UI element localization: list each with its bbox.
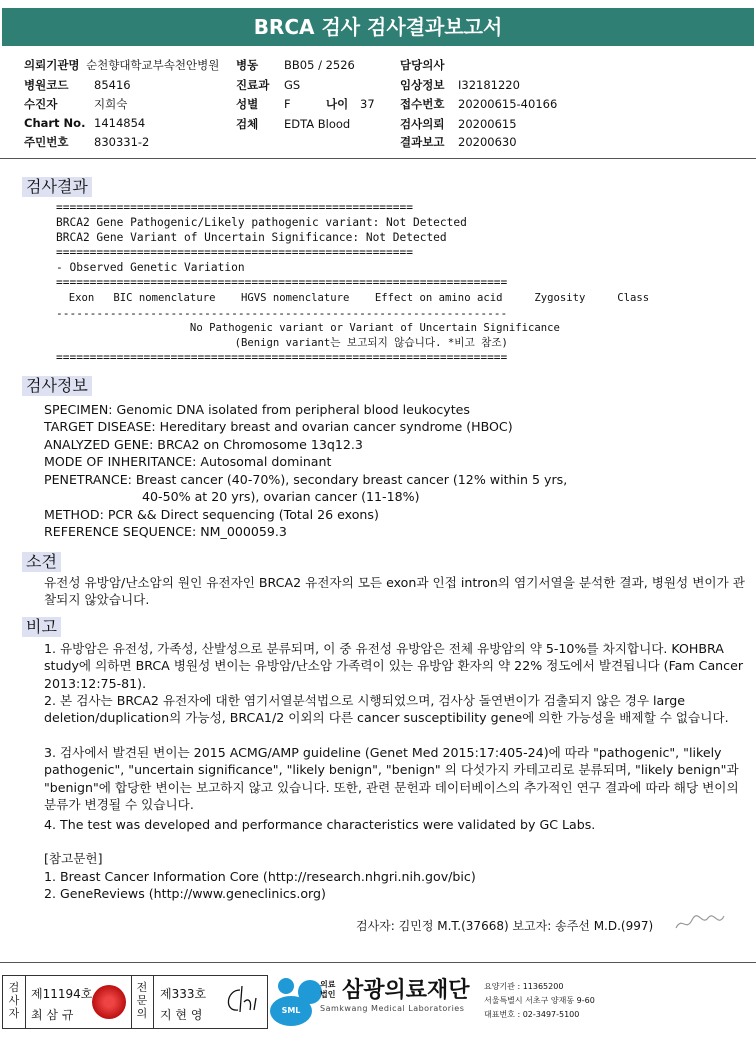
header-row xyxy=(24,77,131,93)
header-value: 830331-2 xyxy=(94,135,150,149)
header-label: Chart No. xyxy=(24,116,86,130)
header-value: 1414854 xyxy=(94,116,146,130)
result-line: =================================================================== xyxy=(56,276,508,289)
header-value: F xyxy=(284,97,291,111)
header-value: 20200615-40166 xyxy=(458,97,558,111)
header-label: 주민번호 xyxy=(24,135,69,149)
info-line: SPECIMEN: Genomic DNA isolated from peripheral blood leukocytes xyxy=(44,402,470,417)
inspector-label: 검사자 xyxy=(8,981,20,1020)
logo-badge: SML xyxy=(270,996,312,1026)
header-row xyxy=(400,77,520,93)
signature-line: 검사자: 김민정 M.T.(37668) 보고자: 송주선 M.D.(997) xyxy=(356,919,654,933)
finding-heading: 소견 xyxy=(22,552,61,572)
header-value: 20200630 xyxy=(458,135,517,149)
header-row xyxy=(24,96,127,112)
inspector-seal-icon xyxy=(92,985,126,1019)
header-row xyxy=(24,116,145,130)
info-line: REFERENCE SEQUENCE: NM_000059.3 xyxy=(44,524,287,539)
age-label: 나이 xyxy=(326,97,349,111)
header-row xyxy=(236,57,355,73)
result-line: BRCA2 Gene Variant of Uncertain Significance: Not Detected xyxy=(56,231,447,244)
org-prefix: 의료법인 xyxy=(320,980,336,999)
result-table-header: Exon BIC nomenclature HGVS nomenclature Effect on amino acid Zygosity Class xyxy=(56,292,650,304)
info-line: TARGET DISEASE: Hereditary breast and ovarian cancer syndrome (HBOC) xyxy=(44,419,513,434)
header-label: 담당의사 xyxy=(400,58,445,72)
inspector-license-no: 제11194호 xyxy=(31,987,93,1001)
header-row xyxy=(236,96,375,112)
header-label: 검체 xyxy=(236,117,259,131)
header-label: 진료과 xyxy=(236,78,270,92)
header-label: 접수번호 xyxy=(400,97,445,111)
info-line: PENETRANCE: Breast cancer (40-70%), secondary breast cancer (12% within 5 yrs, xyxy=(44,472,568,487)
header-label: 결과보고 xyxy=(400,135,445,149)
specialist-license-no: 제333호 xyxy=(160,987,207,1001)
remark-item: 3. 검사에서 발견된 변이는 2015 ACMG/AMP guideline (Genet Med 2015:17:405-24)에 따라 "pathogenic", "likely pathogenic", "uncertain significance", "likely benign", "benign" 의 다섯가지 카테고리로 분류되며, "likely benign"과 "benign"에 합당한 변이는 보고하지 않고 있습니다. 또한, 관련 문헌과 데이터베이스의 추가적인 연구 결과에 따라 해당 변이의 분류가 변경될 수 있습니다. xyxy=(44,745,739,813)
header-label: 검사의뢰 xyxy=(400,117,445,131)
info-line: MODE OF INHERITANCE: Autosomal dominant xyxy=(44,454,332,469)
org-name: 삼광의료재단 xyxy=(342,978,470,1003)
header-row xyxy=(24,134,149,150)
header-row xyxy=(24,57,219,73)
header-value: I32181220 xyxy=(458,78,520,92)
org-address: 서울특별시 서초구 양재동 9-60 xyxy=(484,996,595,1005)
result-line: =================================================================== xyxy=(56,351,508,364)
remark-item: 2. 본 검사는 BRCA2 유전자에 대한 염기서열분석법으로 시행되었으며, 검사상 돌연변이가 검출되지 않은 경우 large deletion/duplication의 가능성, BRCA1/2 이외의 다른 cancer susceptibility gene에 의한 가능성을 배제할 수 없습니다. xyxy=(44,693,729,726)
age-value: 37 xyxy=(360,97,375,111)
footer-divider-v xyxy=(25,975,26,1029)
footer-divider-v xyxy=(131,975,132,1029)
header-row xyxy=(400,57,458,73)
info-line: METHOD: PCR && Direct sequencing (Total 26 exons) xyxy=(44,507,379,522)
header-label: 병동 xyxy=(236,58,259,72)
remark-item: 1. 유방암은 유전성, 가족성, 산발성으로 분류되며, 이 중 유전성 유방암은 전체 유방암의 약 5-10%를 차지합니다. KOHBRA study에 의하면 BRCA 병원성 변이는 유방암/난소암 가족력이 있는 유방암 환자의 약 22% 정도에서 발견됩니다 (Fam Cancer 2013:12:75-81). xyxy=(44,641,744,691)
result-line: - Observed Genetic Variation xyxy=(56,261,245,274)
header-value: EDTA Blood xyxy=(284,117,351,131)
header-value: GS xyxy=(284,78,301,92)
header-divider xyxy=(0,158,756,159)
reference-item: 2. GeneReviews (http://www.geneclinics.org) xyxy=(44,886,326,901)
header-label: 수진자 xyxy=(24,97,58,111)
handwritten-signature xyxy=(672,912,728,934)
header-value: 지희숙 xyxy=(94,97,128,111)
logo-swoosh-icon xyxy=(298,980,322,1004)
specialist-signature xyxy=(220,982,260,1018)
info-line: 40-50% at 20 yrs), ovarian cancer (11-18%) xyxy=(142,489,420,504)
org-english-name: Samkwang Medical Laboratories xyxy=(320,1004,465,1013)
footer-divider-v xyxy=(153,975,154,1029)
result-line: ===================================================== xyxy=(56,201,413,214)
specialist-label: 전문의 xyxy=(136,981,148,1020)
info-heading: 검사정보 xyxy=(22,376,92,396)
footer-divider xyxy=(0,962,756,963)
header-value: 20200615 xyxy=(458,117,517,131)
header-label: 병원코드 xyxy=(24,78,69,92)
remark-item: 4. The test was developed and performance characteristics were validated by GC Labs. xyxy=(44,817,596,832)
org-phone: 대표번호 : 02-3497-5100 xyxy=(484,1010,580,1019)
header-row xyxy=(236,116,350,132)
references-heading: [참고문헌] xyxy=(44,851,103,866)
reference-item: 1. Breast Cancer Information Core (http://research.nhgri.nih.gov/bic) xyxy=(44,869,476,884)
logo-head-icon xyxy=(278,978,294,994)
report-title: BRCA 검사 검사결과보고서 xyxy=(2,8,754,46)
result-line: (Benign variant는 보고되지 않습니다. *비고 참조) xyxy=(56,337,508,349)
info-line: ANALYZED GENE: BRCA2 on Chromosome 13q12.3 xyxy=(44,437,363,452)
result-line: ===================================================== xyxy=(56,246,413,259)
specialist-name: 지 현 영 xyxy=(160,1008,203,1022)
remarks-heading: 비고 xyxy=(22,617,61,637)
header-row xyxy=(236,77,300,93)
result-line: BRCA2 Gene Pathogenic/Likely pathogenic variant: Not Detected xyxy=(56,216,467,229)
header-label: 임상정보 xyxy=(400,78,445,92)
header-label: 의뢰기관명 xyxy=(24,58,80,72)
header-label: 성별 xyxy=(236,97,259,111)
results-heading: 검사결과 xyxy=(22,177,92,197)
finding-text: 유전성 유방암/난소암의 원인 유전자인 BRCA2 유전자의 모든 exon과 인접 intron의 염기서열을 분석한 결과, 병원성 변이가 관찰되지 않았습니다. xyxy=(44,575,745,608)
header-value: 85416 xyxy=(94,78,131,92)
header-value: 순천향대학교부속천안병원 xyxy=(86,58,220,72)
result-line: No Pathogenic variant or Variant of Uncertain Significance xyxy=(56,322,560,334)
header-row xyxy=(400,96,557,112)
header-value: BB05 / 2526 xyxy=(284,58,355,72)
header-row xyxy=(400,134,517,150)
result-line: ------------------------------------------------------------------- xyxy=(56,307,508,320)
org-code: 요양기관 : 11365200 xyxy=(484,982,564,991)
inspector-name: 최 삼 규 xyxy=(31,1008,74,1022)
header-row xyxy=(400,116,517,132)
